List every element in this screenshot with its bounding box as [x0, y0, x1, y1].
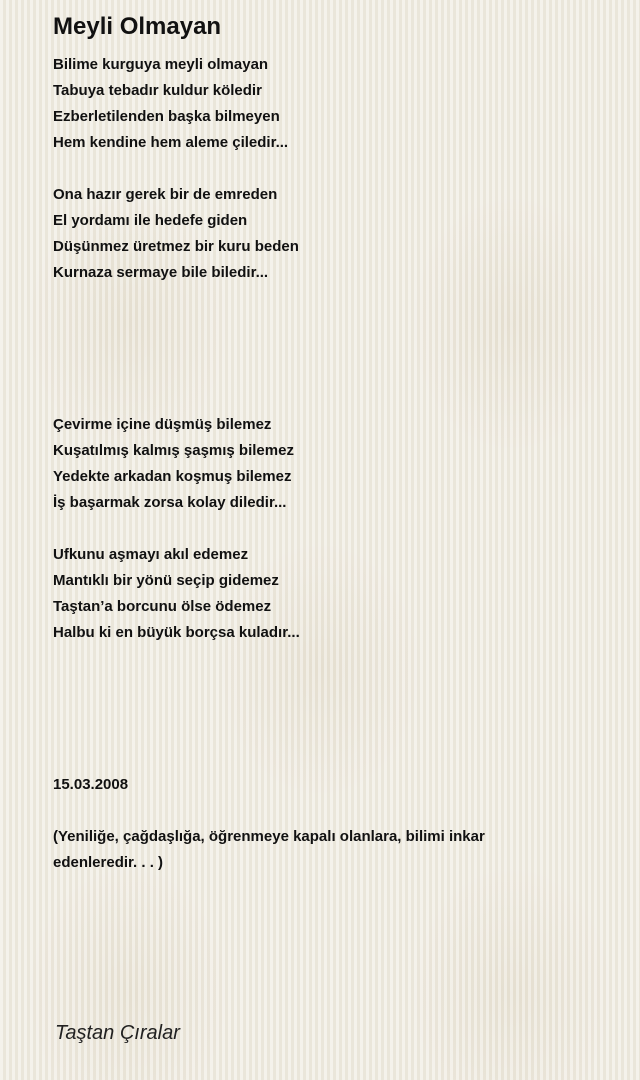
note-line: (Yeniliğe, çağdaşlığa, öğrenmeye kapalı olanlara, bilimi inkar	[53, 828, 485, 845]
note-line: edenleredir. . . )	[53, 854, 164, 871]
poem-line: Ezberletilenden başka bilmeyen	[53, 108, 280, 125]
poem-line: El yordamı ile hedefe giden	[53, 212, 248, 229]
poem-line: Hem kendine hem aleme çiledir...	[53, 134, 289, 151]
poem-line: Kuşatılmış kalmış şaşmış bilemez	[53, 442, 294, 459]
poem-date: 15.03.2008	[53, 776, 129, 793]
poem-line: Çevirme içine düşmüş bilemez	[53, 416, 272, 433]
poem-line: Tabuya tebadır kuldur köledir	[53, 82, 262, 99]
poem-line: Mantıklı bir yönü seçip gidemez	[53, 572, 279, 589]
author-name: Taştan Çıralar	[55, 1022, 180, 1044]
poem-line: Kurnaza sermaye bile biledir...	[53, 264, 269, 281]
poem-line: Yedekte arkadan koşmuş bilemez	[53, 468, 292, 485]
poem-line: Halbu ki en büyük borçsa kuladır...	[53, 624, 300, 641]
poem-line: Bilime kurguya meyli olmayan	[53, 56, 269, 73]
poem-line: Düşünmez üretmez bir kuru beden	[53, 238, 299, 255]
poem-line: Ona hazır gerek bir de emreden	[53, 186, 278, 203]
poem-line: Ufkunu aşmayı akıl edemez	[53, 546, 249, 563]
poem-title: Meyli Olmayan	[53, 13, 222, 40]
poem-line: İş başarmak zorsa kolay diledir...	[53, 494, 287, 511]
poem-line: Taştan’a borcunu ölse ödemez	[53, 598, 272, 615]
